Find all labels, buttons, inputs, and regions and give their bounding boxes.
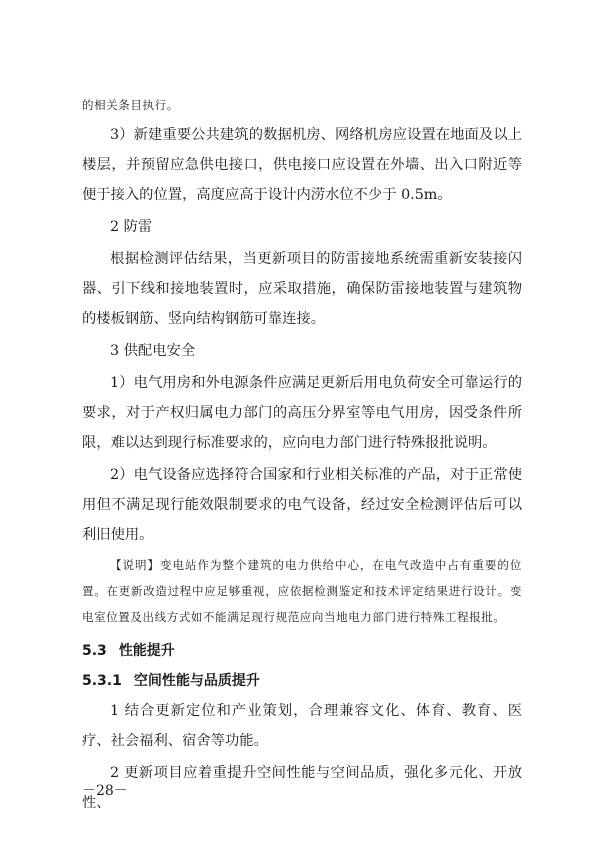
item-2: 2 更新项目应着重提升空间性能与空间品质，强化多元化、开放性、	[82, 765, 522, 811]
note-paragraph: 【说明】变电站作为整个建筑的电力供给中心，在电气改造中占有重要的位置。在更新改造过程中应足够重视，应依据检测鉴定和技术评定结果进行设计。变电室位置及出线方式如不能满足现行规范应向当地电力部门进行特殊工程报批。	[82, 558, 522, 624]
subsection-title: 空间性能与品质提升	[133, 673, 260, 689]
continuation-text: 的相关条目执行。	[82, 98, 179, 112]
paragraph-power-heading: 3 供配电安全	[110, 343, 196, 359]
page-content	[82, 92, 522, 820]
subsection-heading	[82, 666, 522, 696]
section-heading	[82, 636, 522, 666]
page-number: －28－	[82, 783, 128, 799]
section-title: 性能提升	[118, 643, 175, 659]
section-number: 5.3	[82, 643, 107, 659]
paragraph-electrical-rooms: 1）电气用房和外电源条件应满足更新后用电负荷安全可靠运行的要求，对于产权归属电力部门的高压分界室等电气用房，因受条件所限，难以达到现行标准要求的，应向电力部门进行特殊报批说明。	[82, 375, 522, 451]
paragraph-electrical-equipment: 2）电气设备应选择符合国家和行业相关标准的产品，对于正常使用但不满足现行能效限制要求的电气设备，经过安全检测评估后可以利旧使用。	[82, 467, 522, 543]
paragraph-lightning: 根据检测评估结果，当更新项目的防雷接地系统需重新安装接闪器、引下线和接地装置时，应采取措施，确保防雷接地装置与建筑物的楼板钢筋、竖向结构钢筋可靠连接。	[82, 251, 522, 327]
paragraph-data-room: 3）新建重要公共建筑的数据机房、网络机房应设置在地面及以上楼层，并预留应急供电接口，供电接口应设置在外墙、出入口附近等便于接入的位置，高度应高于设计内涝水位不少于 0.5m。	[82, 127, 522, 203]
paragraph-lightning-heading: 2 防雷	[110, 219, 153, 235]
subsection-number: 5.3.1	[82, 673, 122, 689]
item-1: 1 结合更新定位和产业策划，合理兼容文化、体育、教育、医疗、社会福利、宿舍等功能。	[82, 703, 522, 749]
